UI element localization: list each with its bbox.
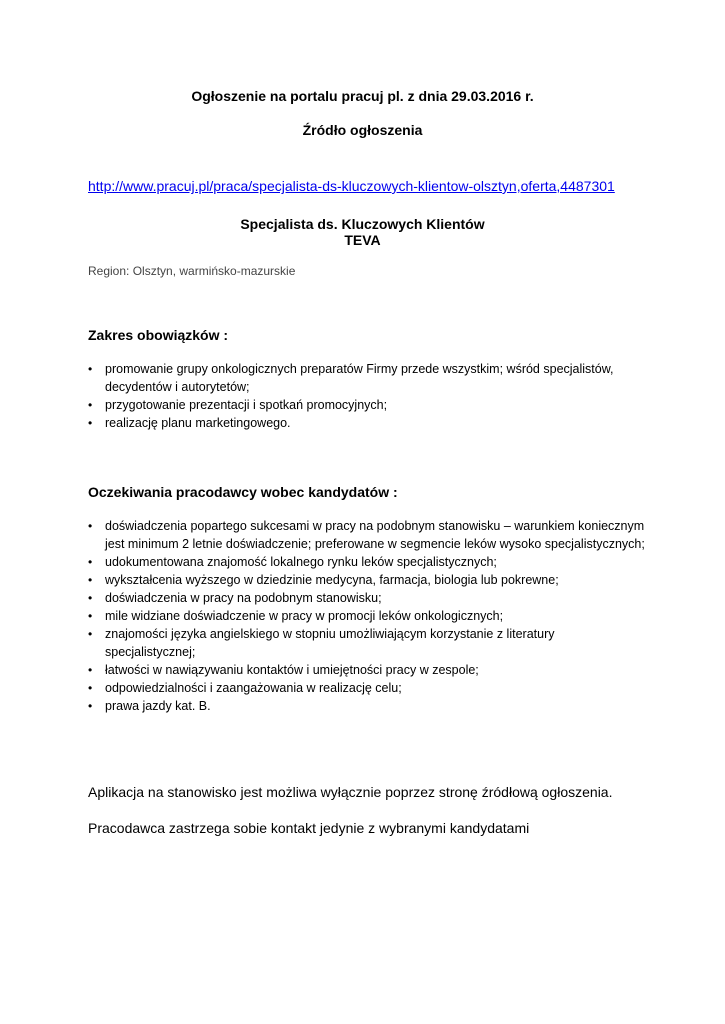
list-item-text: łatwości w nawiązywaniu kontaktów i umiejętności pracy w zespole; xyxy=(105,663,479,677)
list-item-text: doświadczenia w pracy na podobnym stanowisku; xyxy=(105,591,382,605)
bullet-icon: • xyxy=(88,362,93,376)
list-item xyxy=(88,697,648,715)
list-item xyxy=(88,360,648,396)
bullet-icon: • xyxy=(88,609,93,623)
application-note: Aplikacja na stanowisko jest możliwa wyłącznie poprzez stronę źródłową ogłoszenia. xyxy=(88,784,613,800)
list-item xyxy=(88,589,648,607)
bullet-icon: • xyxy=(88,663,93,677)
list-item-text: przygotowanie prezentacji i spotkań promocyjnych; xyxy=(105,398,388,412)
duties-heading: Zakres obowiązków : xyxy=(88,327,229,343)
list-item-text: odpowiedzialności i zaangażowania w realizację celu; xyxy=(105,681,402,695)
company-name: TEVA xyxy=(344,232,381,248)
list-item xyxy=(88,625,648,661)
list-item xyxy=(88,661,648,679)
list-item-text: realizację planu marketingowego. xyxy=(105,416,291,430)
bullet-icon: • xyxy=(88,591,93,605)
job-title: Specjalista ds. Kluczowych Klientów xyxy=(240,216,485,232)
list-item xyxy=(88,679,648,697)
bullet-icon: • xyxy=(88,416,93,430)
list-item xyxy=(88,571,648,589)
list-item-text: wykształcenia wyższego w dziedzinie medycyna, farmacja, biologia lub pokrewne; xyxy=(105,573,559,587)
source-url-link[interactable]: http://www.pracuj.pl/praca/specjalista-ds-kluczowych-klientow-olsztyn,oferta,4487301 xyxy=(88,178,615,194)
list-item-text: doświadczenia popartego sukcesami w pracy na podobnym stanowisku – warunkiem koniecznym jest minimum 2 letnie doświadczenie; preferowane w segmencie leków wysoko specjalistycznych; xyxy=(105,519,645,551)
list-item-text: prawa jazdy kat. B. xyxy=(105,699,211,713)
bullet-icon: • xyxy=(88,573,93,587)
list-item-text: promowanie grupy onkologicznych preparatów Firmy przede wszystkim; wśród specjalistów, decydentów i autorytetów; xyxy=(105,362,614,394)
list-item xyxy=(88,553,648,571)
bullet-icon: • xyxy=(88,555,93,569)
job-region: Region: Olsztyn, warmińsko-mazurskie xyxy=(88,264,296,278)
duties-list xyxy=(88,360,648,432)
bullet-icon: • xyxy=(88,627,93,641)
list-item-text: mile widziane doświadczenie w pracy w promocji leków onkologicznych; xyxy=(105,609,504,623)
bullet-icon: • xyxy=(88,699,93,713)
list-item xyxy=(88,414,648,432)
list-item xyxy=(88,517,648,553)
list-item xyxy=(88,607,648,625)
bullet-icon: • xyxy=(88,398,93,412)
bullet-icon: • xyxy=(88,519,93,533)
source-label: Źródło ogłoszenia xyxy=(302,122,423,138)
bullet-icon: • xyxy=(88,681,93,695)
list-item-text: udokumentowana znajomość lokalnego rynku leków specjalistycznych; xyxy=(105,555,497,569)
announcement-heading: Ogłoszenie na portalu pracuj pl. z dnia 29.03.2016 r. xyxy=(191,88,534,104)
requirements-heading: Oczekiwania pracodawcy wobec kandydatów : xyxy=(88,484,398,500)
requirements-list xyxy=(88,517,648,715)
contact-note: Pracodawca zastrzega sobie kontakt jedynie z wybranymi kandydatami xyxy=(88,820,530,836)
list-item xyxy=(88,396,648,414)
list-item-text: znajomości języka angielskiego w stopniu umożliwiającym korzystanie z literatury specjalistycznej; xyxy=(105,627,555,659)
